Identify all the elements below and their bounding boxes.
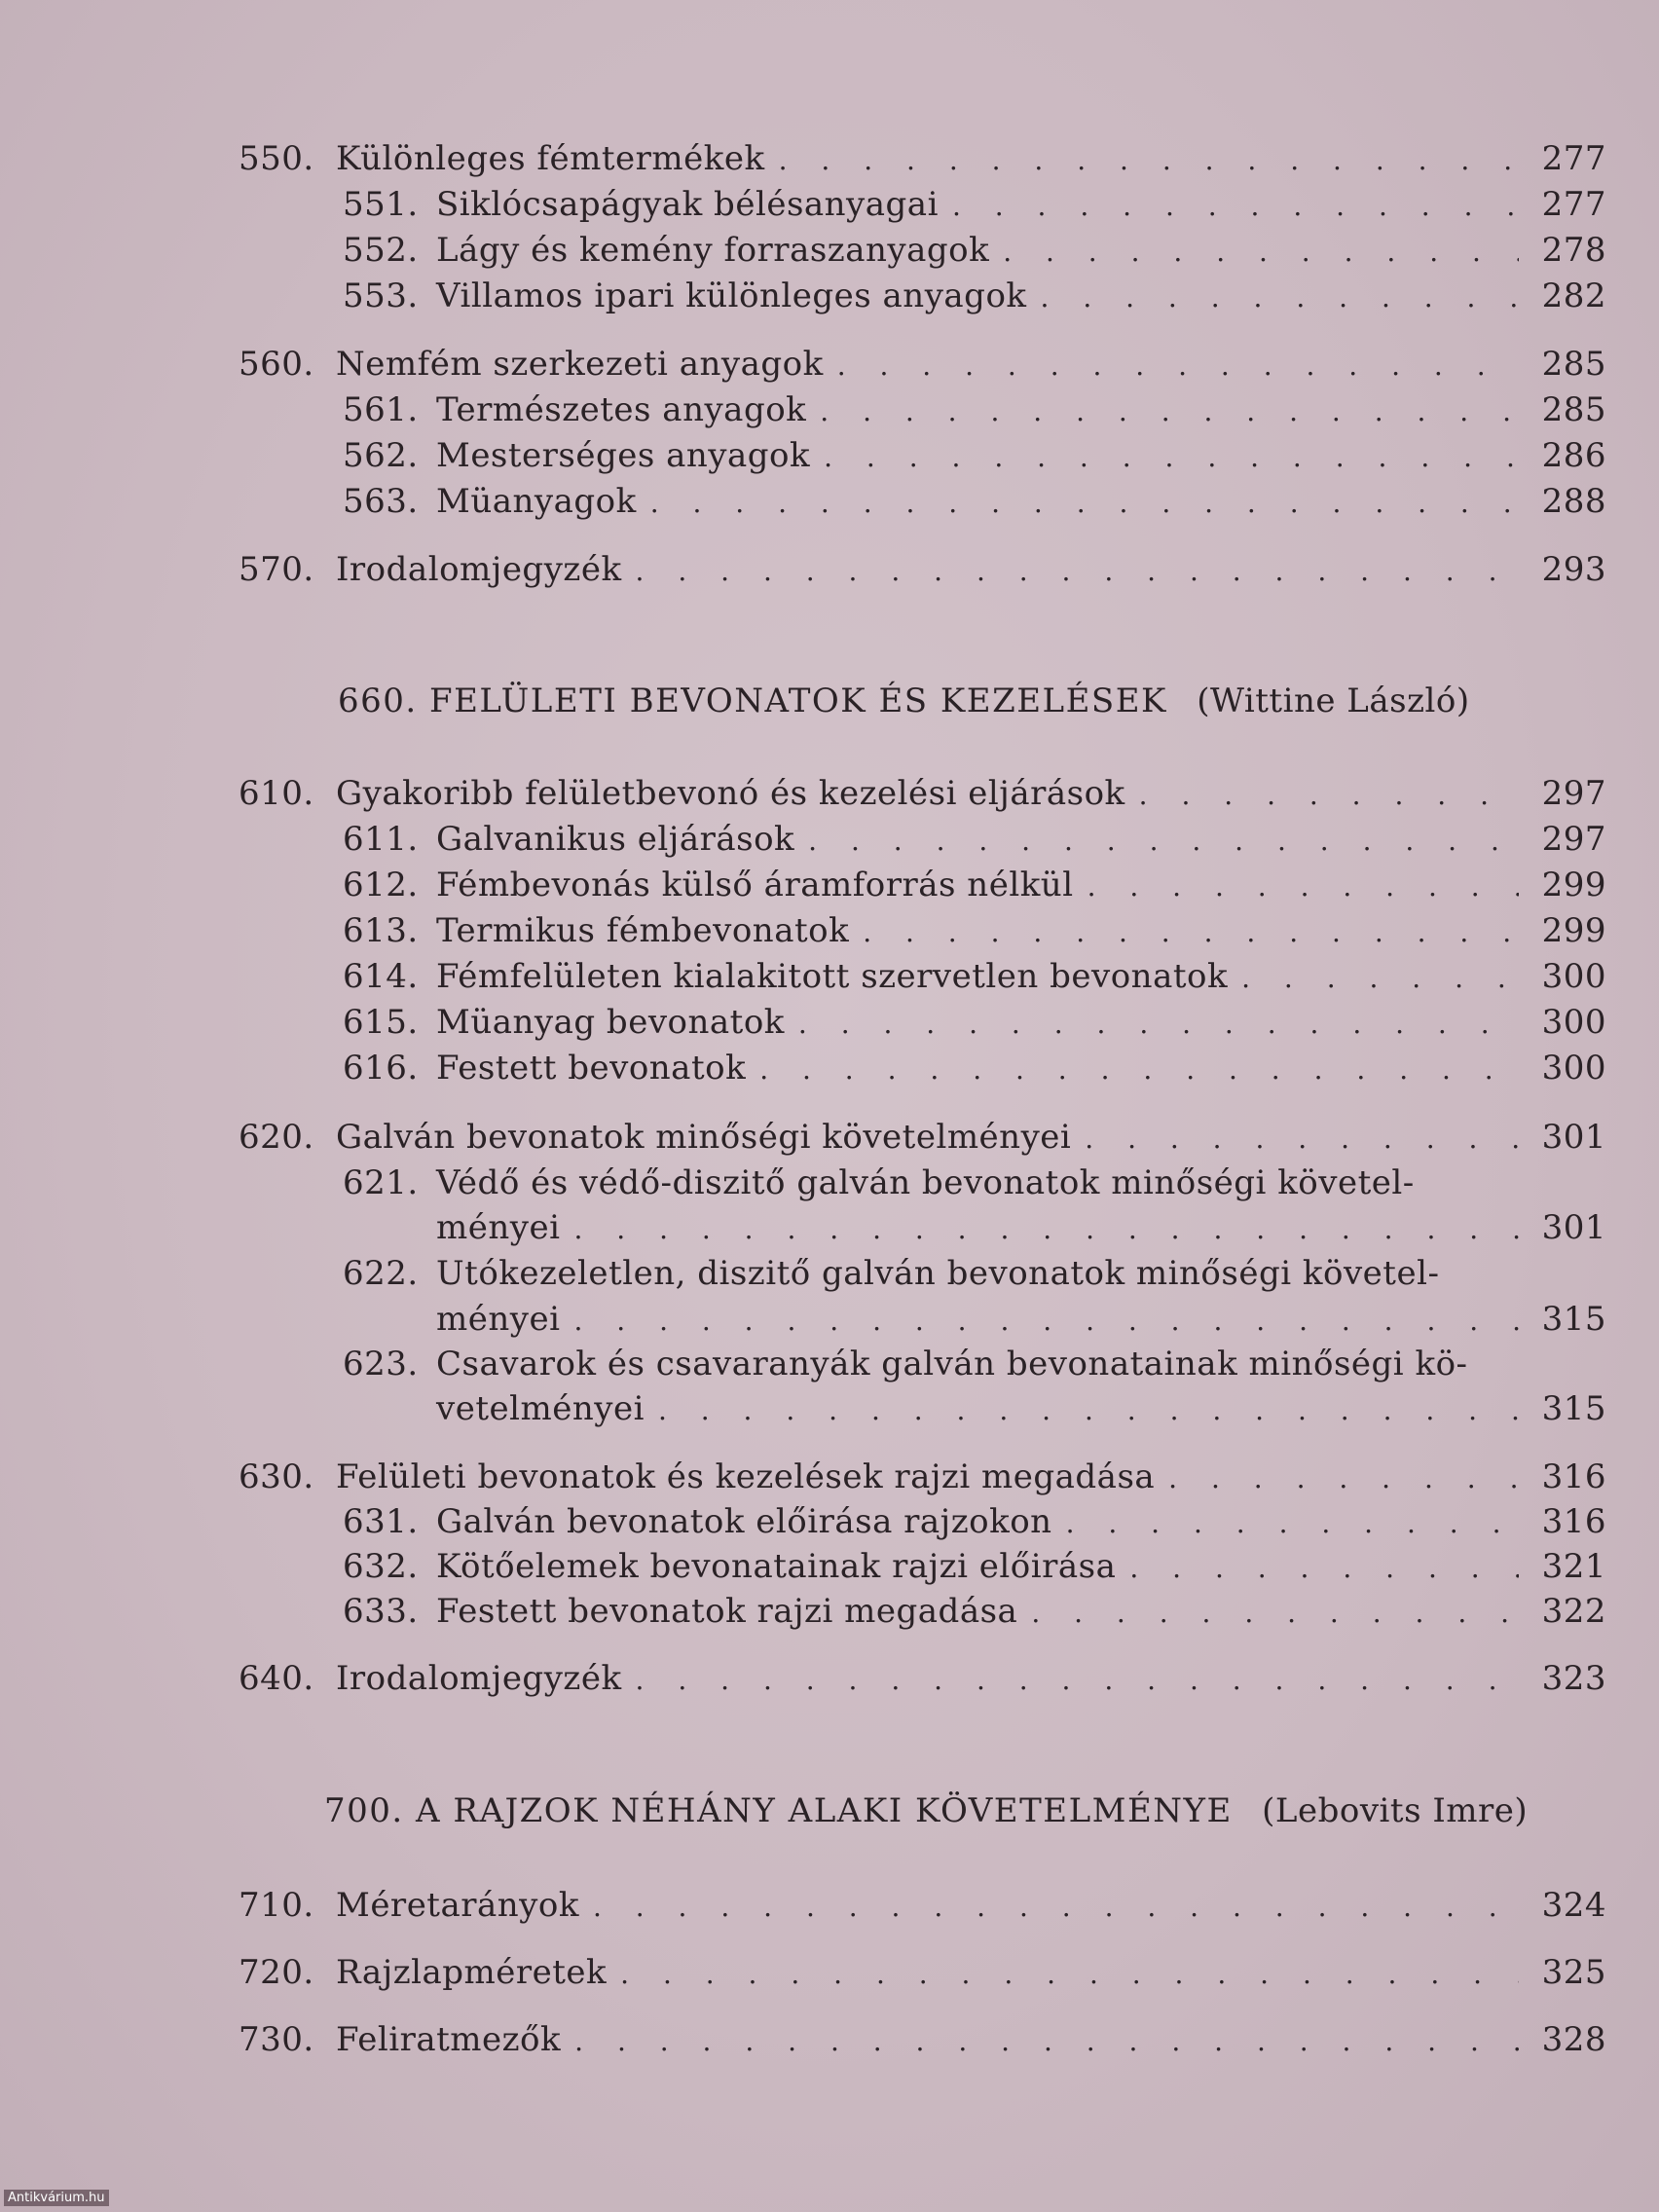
entry-number: 630.	[239, 1457, 314, 1496]
dot-leader	[1139, 779, 1519, 811]
toc-entry	[343, 1502, 1606, 1547]
dot-leader	[759, 1053, 1519, 1086]
entry-page: 297	[1541, 820, 1606, 859]
entry-title: Galván bevonatok előirása rajzokon	[436, 1502, 1052, 1541]
entry-page: 299	[1541, 911, 1606, 950]
entry-page: 328	[1541, 2020, 1606, 2059]
section-title: A RAJZOK NÉHÁNY ALAKI KÖVETELMÉNYE	[416, 1791, 1233, 1830]
entry-page: 315	[1541, 1389, 1606, 1428]
dot-leader	[1041, 281, 1519, 313]
entry-page: 324	[1541, 1886, 1606, 1925]
entry-number: 622.	[343, 1254, 419, 1293]
dot-leader	[798, 1008, 1519, 1040]
section-author: (Wittine László)	[1197, 682, 1470, 720]
toc-entry	[239, 1659, 1606, 1704]
entry-number: 563.	[343, 482, 419, 521]
entry-number: 730.	[239, 2020, 314, 2059]
entry-title: Galván bevonatok minőségi követelményei	[336, 1118, 1072, 1157]
entry-number: 615.	[343, 1003, 419, 1042]
entry-number: 614.	[343, 957, 419, 996]
entry-title: Festett bevonatok rajzi megadása	[436, 1592, 1018, 1631]
entry-title: Mesterséges anyagok	[436, 436, 811, 475]
entry-title: Különleges fémtermékek	[336, 139, 765, 178]
dot-leader	[779, 144, 1519, 176]
entry-number: 623.	[343, 1345, 419, 1383]
entry-number: 561.	[343, 390, 419, 429]
dot-leader	[574, 2025, 1519, 2057]
entry-number: 620.	[239, 1118, 314, 1157]
entry-number: 640.	[239, 1659, 314, 1698]
entry-title: Müanyagok	[436, 482, 637, 521]
section-author: (Lebovits Imre)	[1262, 1791, 1529, 1830]
entry-page: 323	[1541, 1659, 1606, 1698]
section-number: 660.	[338, 682, 418, 720]
entry-title: Feliratmezők	[336, 2020, 562, 2059]
entry-title: Lágy és kemény forraszanyagok	[436, 231, 990, 270]
dot-leader	[824, 441, 1519, 473]
dot-leader	[1168, 1462, 1519, 1494]
entry-page: 301	[1541, 1208, 1606, 1247]
dot-leader	[658, 1394, 1519, 1426]
dot-leader	[1088, 870, 1519, 903]
entry-page: 316	[1541, 1457, 1606, 1496]
entry-page: 301	[1541, 1118, 1606, 1157]
toc-entry	[239, 2020, 1606, 2065]
entry-page: 293	[1541, 550, 1606, 589]
entry-page: 325	[1541, 1953, 1606, 1992]
dot-leader	[573, 1305, 1519, 1337]
entry-number: 613.	[343, 911, 419, 950]
dot-leader	[837, 350, 1519, 382]
toc-entry	[239, 1886, 1606, 1931]
entry-title: Nemfém szerkezeti anyagok	[336, 345, 824, 384]
entry-number: 610.	[239, 774, 314, 813]
section-heading	[324, 1791, 1528, 1830]
entry-number: 612.	[343, 866, 419, 904]
entry-number: 553.	[343, 276, 419, 315]
entry-page: 299	[1541, 866, 1606, 904]
toc-entry	[343, 1163, 1606, 1208]
entry-number: 631.	[343, 1502, 419, 1541]
dot-leader	[952, 190, 1519, 222]
entry-page: 300	[1541, 1049, 1606, 1088]
toc-entry	[343, 1003, 1606, 1048]
toc-entry-continuation	[436, 1208, 1606, 1253]
toc-entry	[239, 345, 1606, 389]
dot-leader	[1129, 1552, 1519, 1584]
entry-title-continued: ményei	[436, 1300, 561, 1339]
entry-title: Termikus fémbevonatok	[436, 911, 850, 950]
toc-entry-continuation	[436, 1300, 1606, 1345]
toc-entry	[239, 1457, 1606, 1502]
entry-number: 570.	[239, 550, 314, 589]
dot-leader	[593, 1891, 1519, 1923]
dot-leader	[636, 555, 1519, 587]
entry-title: Irodalomjegyzék	[336, 1659, 622, 1698]
toc-entry-continuation	[436, 1389, 1606, 1434]
entry-page: 282	[1541, 276, 1606, 315]
entry-number: 710.	[239, 1886, 314, 1925]
entry-page: 286	[1541, 436, 1606, 475]
entry-number: 560.	[239, 345, 314, 384]
entry-number: 562.	[343, 436, 419, 475]
toc-entry	[343, 957, 1606, 1002]
entry-page: 277	[1541, 185, 1606, 224]
entry-page: 297	[1541, 774, 1606, 813]
dot-leader	[573, 1213, 1519, 1245]
entry-page: 278	[1541, 231, 1606, 270]
entry-title: Kötőelemek bevonatainak rajzi előirása	[436, 1547, 1117, 1586]
entry-number: 616.	[343, 1049, 419, 1088]
toc-entry	[343, 276, 1606, 321]
entry-number: 550.	[239, 139, 314, 178]
entry-title: Rajzlapméretek	[336, 1953, 608, 1992]
section-title: FELÜLETI BEVONATOK ÉS KEZELÉSEK	[429, 682, 1167, 720]
entry-page: 277	[1541, 139, 1606, 178]
entry-title: Utókezeletlen, diszitő galván bevonatok minőségi követel-	[436, 1254, 1440, 1293]
toc-entry	[343, 231, 1606, 276]
toc-entry	[239, 550, 1606, 595]
entry-title: Természetes anyagok	[436, 390, 807, 429]
entry-number: 621.	[343, 1163, 419, 1202]
toc-entry	[343, 820, 1606, 865]
toc-entry	[343, 1345, 1606, 1389]
toc-entry	[343, 1547, 1606, 1592]
toc-entry	[343, 390, 1606, 435]
toc-entry	[239, 774, 1606, 819]
dot-leader	[1085, 1123, 1519, 1155]
dot-leader	[1031, 1597, 1519, 1629]
section-heading	[338, 682, 1470, 720]
toc-entry	[239, 139, 1606, 184]
entry-title: Csavarok és csavaranyák galván bevonatainak minőségi kö-	[436, 1345, 1468, 1383]
watermark: Antikvárium.hu	[4, 2190, 109, 2206]
entry-title-continued: vetelményei	[436, 1389, 645, 1428]
entry-page: 322	[1541, 1592, 1606, 1631]
toc-entry	[343, 1592, 1606, 1637]
entry-title: Siklócsapágyak bélésanyagai	[436, 185, 939, 224]
entry-page: 300	[1541, 957, 1606, 996]
toc-entry	[343, 185, 1606, 230]
toc-entry	[239, 1118, 1606, 1162]
entry-title: Villamos ipari különleges anyagok	[436, 276, 1027, 315]
dot-leader	[1066, 1507, 1519, 1539]
dot-leader	[1241, 962, 1519, 994]
section-number: 700.	[324, 1791, 404, 1830]
toc-entry	[239, 1953, 1606, 1998]
toc-entry	[343, 482, 1606, 527]
dot-leader	[650, 487, 1519, 519]
entry-title: Festett bevonatok	[436, 1049, 747, 1088]
entry-number: 632.	[343, 1547, 419, 1586]
toc-entry	[343, 1254, 1606, 1299]
entry-number: 720.	[239, 1953, 314, 1992]
entry-title: Védő és védő-diszitő galván bevonatok minőségi követel-	[436, 1163, 1415, 1202]
dot-leader	[620, 1958, 1519, 1990]
entry-page: 321	[1541, 1547, 1606, 1586]
dot-leader	[636, 1664, 1519, 1696]
entry-page: 285	[1541, 345, 1606, 384]
entry-title: Méretarányok	[336, 1886, 579, 1925]
entry-number: 552.	[343, 231, 419, 270]
toc-entry	[343, 1049, 1606, 1093]
entry-title: Gyakoribb felületbevonó és kezelési eljárások	[336, 774, 1125, 813]
entry-page: 316	[1541, 1502, 1606, 1541]
entry-title-continued: ményei	[436, 1208, 561, 1247]
toc-entry	[343, 866, 1606, 910]
dot-leader	[820, 395, 1519, 427]
entry-title: Fémbevonás külső áramforrás nélkül	[436, 866, 1074, 904]
entry-title: Galvanikus eljárások	[436, 820, 795, 859]
entry-title: Irodalomjegyzék	[336, 550, 622, 589]
entry-title: Fémfelületen kialakitott szervetlen bevonatok	[436, 957, 1229, 996]
entry-title: Felületi bevonatok és kezelések rajzi megadása	[336, 1457, 1156, 1496]
dot-leader	[1003, 236, 1519, 268]
toc-entry	[343, 911, 1606, 956]
entry-number: 551.	[343, 185, 419, 224]
entry-title: Müanyag bevonatok	[436, 1003, 785, 1042]
entry-page: 315	[1541, 1300, 1606, 1339]
entry-page: 285	[1541, 390, 1606, 429]
entry-page: 300	[1541, 1003, 1606, 1042]
entry-page: 288	[1541, 482, 1606, 521]
entry-number: 633.	[343, 1592, 419, 1631]
dot-leader	[863, 916, 1519, 948]
toc-entry	[343, 436, 1606, 481]
entry-number: 611.	[343, 820, 419, 859]
dot-leader	[808, 825, 1519, 857]
